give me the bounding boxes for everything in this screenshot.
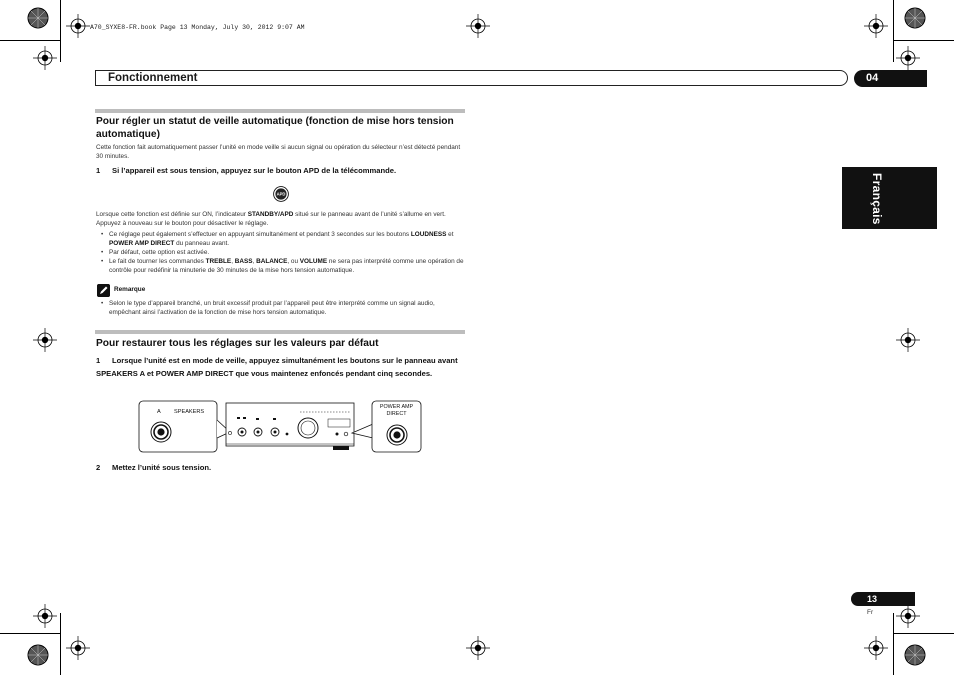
power-amp-label-1: POWER AMP: [379, 404, 414, 410]
key-name: LOUDNESS: [410, 231, 447, 238]
text-run: et: [446, 231, 454, 238]
section-rule: [95, 330, 465, 334]
language-label: Français: [870, 173, 884, 225]
text-run: Ce réglage peut également s’effectuer en appuyant simultanément et pendant 3 secondes sur les boutons: [109, 231, 411, 238]
text-run: Par défaut, cette option est activée.: [109, 249, 210, 256]
step-number: 1: [96, 166, 101, 175]
text-run: Selon le type d’appareil branché, un bruit excessif produit par l’appareil peut être interprété comme un signal audio, empêchant ainsi l’activation de la fonction de mise hors tension automatique.: [109, 300, 435, 316]
apd-label: APD: [276, 191, 286, 197]
text-run: situé sur le panneau avant de l’unité s’allume en vert. Appuyez à nouveau sur le bouton pour désactiver le réglage.: [96, 211, 446, 228]
step-number: 2: [96, 463, 101, 472]
language-tab: [842, 167, 937, 229]
page-number: 13: [851, 592, 915, 606]
list-item: [96, 257, 466, 275]
section2-step2: [96, 462, 466, 474]
list-item: [96, 230, 466, 248]
section1-heading: Pour régler un statut de veille automatique (fonction de mise hors tension automatique): [96, 116, 454, 140]
list-item: [96, 299, 466, 317]
step-text: Mettez l’unité sous tension.: [112, 463, 212, 472]
section-title: Fonctionnement: [108, 72, 198, 84]
text-run: Le fait de tourner les commandes: [109, 258, 206, 265]
section1-after-text: [96, 210, 466, 228]
list-item: [96, 248, 466, 257]
key-name: POWER AMP DIRECT: [109, 240, 175, 247]
step-text: Lorsque l’unité est en mode de veille, appuyez simultanément les boutons sur le panneau avant SPEAKERS A et POWER AMP DIRECT que vous maintenez enfoncés pendant cinq secondes.: [96, 356, 458, 378]
note-pencil-icon: [97, 284, 110, 297]
section1-bullets: [96, 230, 466, 275]
text-run: du panneau avant.: [174, 240, 230, 247]
step-number: 1: [96, 356, 101, 365]
print-slug: A70_SYXE8-FR.book Page 13 Monday, July 30, 2012 9:07 AM: [90, 24, 305, 31]
note-list: [96, 299, 466, 317]
speakers-a-label: A: [157, 409, 161, 415]
step-text: Si l’appareil est sous tension, appuyez sur le bouton APD de la télécommande.: [112, 166, 397, 175]
front-panel-diagram: [138, 398, 423, 456]
section2-heading: Pour restaurer tous les réglages sur les valeurs par défaut: [96, 338, 379, 349]
text-run: , ou: [287, 258, 300, 265]
section1-step1: [96, 165, 466, 177]
speakers-label: SPEAKERS: [174, 409, 205, 415]
note-label: Remarque: [114, 286, 146, 293]
apd-button-icon: [273, 186, 289, 202]
chapter-number: 04: [854, 70, 927, 87]
section2-step1: [96, 355, 466, 380]
section-header: [95, 70, 848, 86]
key-name: VOLUME: [299, 258, 328, 265]
section1-intro: Cette fonction fait automatiquement passer l’unité en mode veille si aucun signal ou opération du sélecteur n’est détecté pendant 30 minutes.: [96, 144, 461, 161]
key-name: BALANCE: [256, 258, 288, 265]
page-language: Fr: [867, 609, 874, 616]
key-name: STANDBY/APD: [247, 211, 294, 218]
power-amp-label-2: DIRECT: [386, 411, 407, 417]
text-run: ,: [231, 258, 235, 265]
text-run: ne sera pas interprété comme une opération de contrôle pour redéfinir la minuterie de 30 minutes de la mise hors tension automatique.: [109, 258, 464, 274]
key-name: TREBLE: [205, 258, 232, 265]
key-name: BASS: [234, 258, 253, 265]
section-rule: [95, 109, 465, 113]
text-run: ,: [252, 258, 257, 265]
text-run: Lorsque cette fonction est définie sur ON, l’indicateur: [96, 211, 248, 218]
